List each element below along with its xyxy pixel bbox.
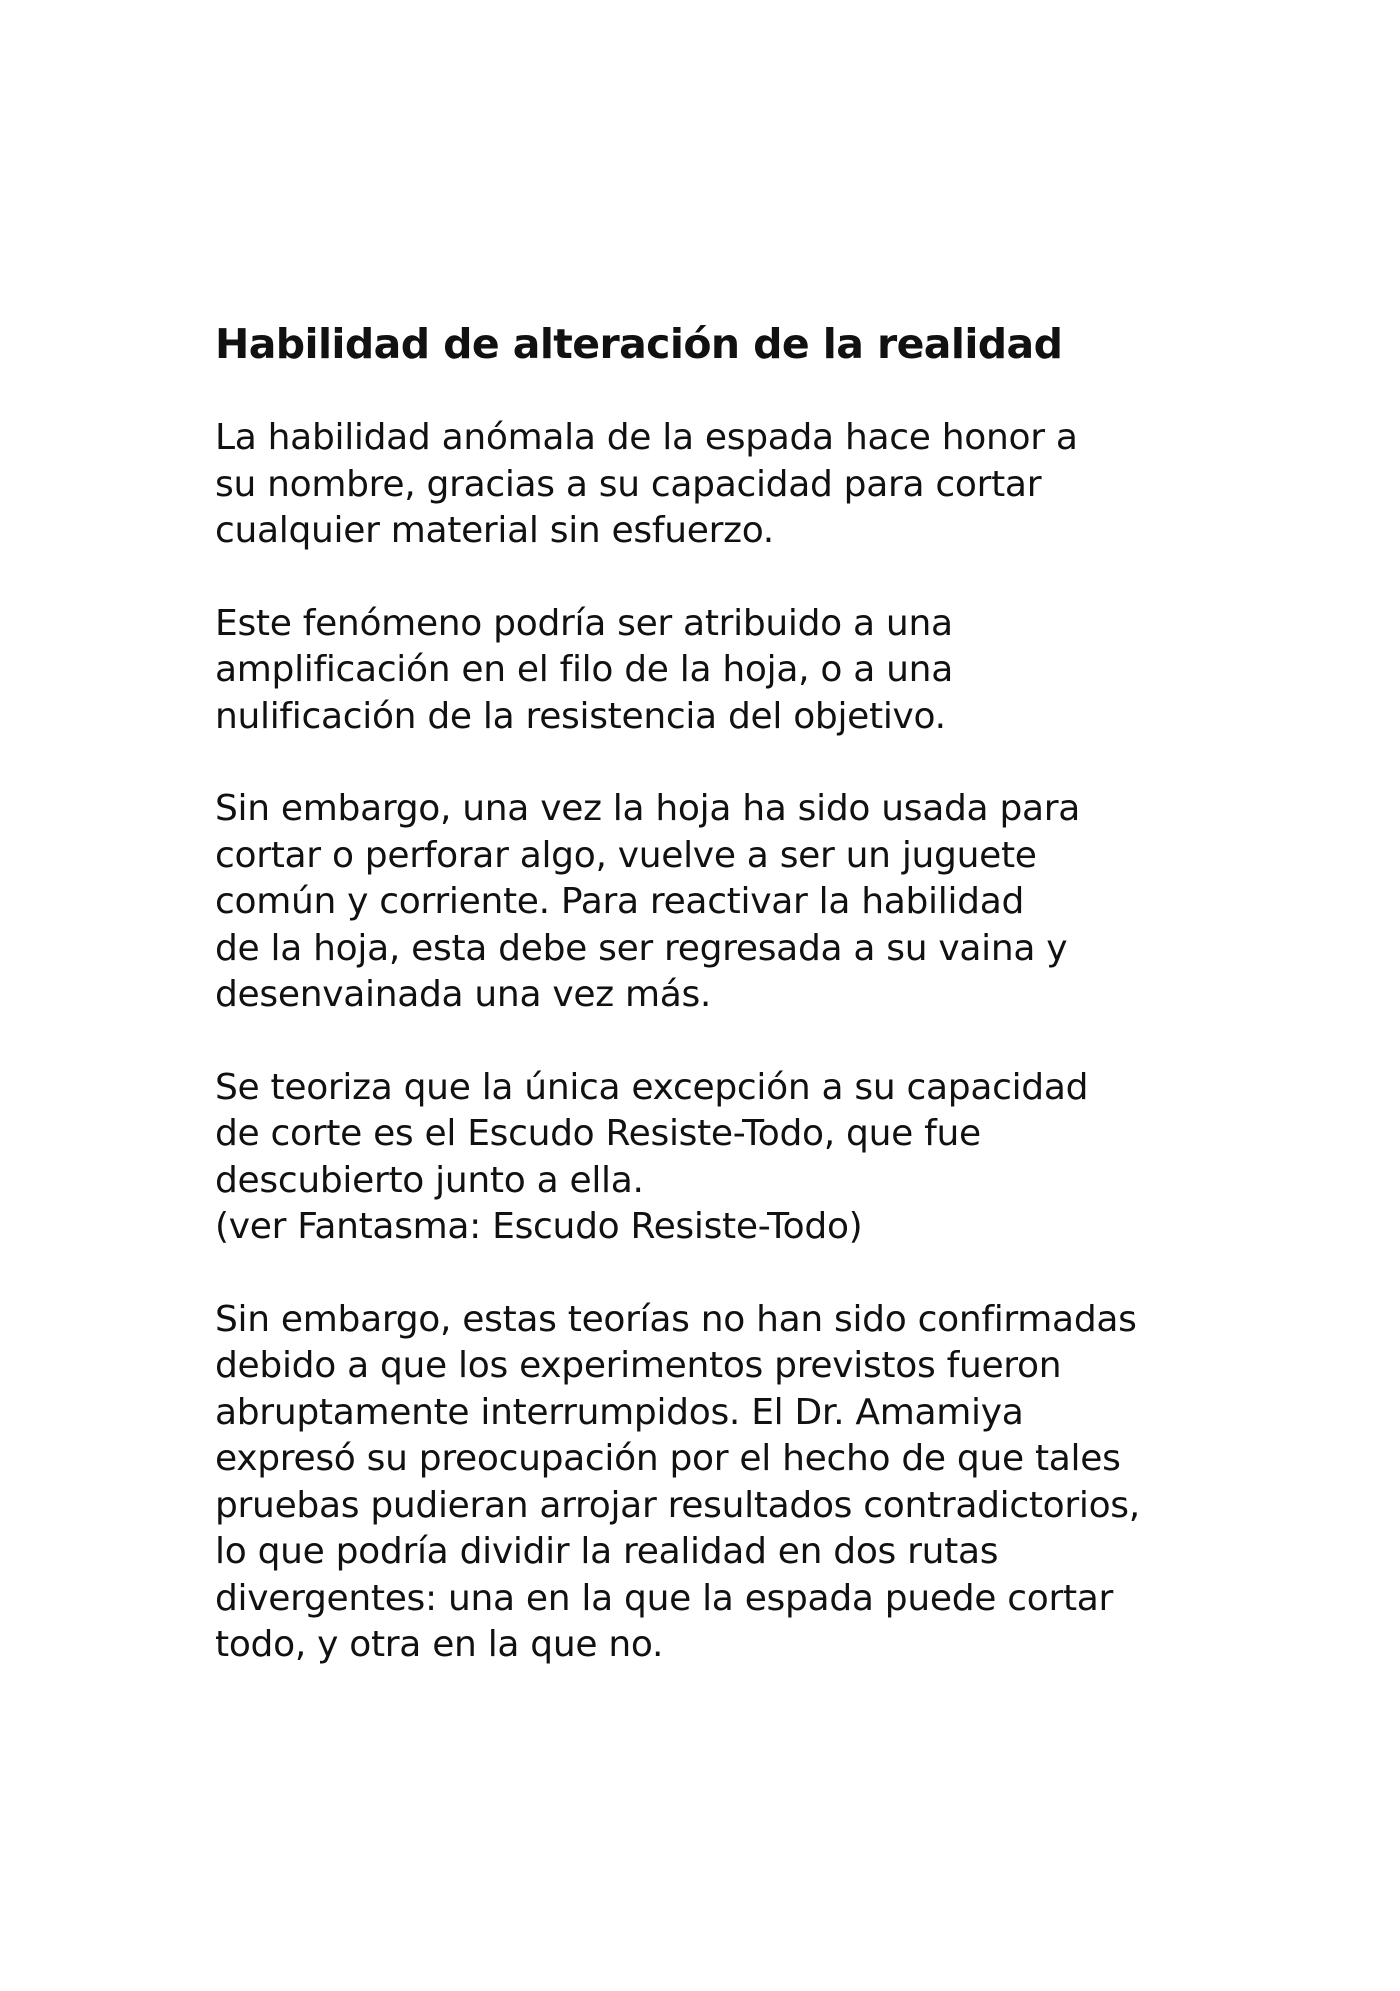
paragraph-line: amplificación en el filo de la hoja, o a una (215, 649, 953, 690)
document-body (215, 415, 1215, 1669)
cross-reference: (ver Fantasma: Escudo Resiste-Todo) (215, 1206, 863, 1247)
paragraph-line: su nombre, gracias a su capacidad para cortar (215, 463, 1042, 505)
paragraph-line: expresó su preocupación por el hecho de que tales (215, 1438, 1121, 1479)
paragraph-line: Este fenómeno podría ser atribuido a una (215, 602, 953, 644)
paragraph-line: nulificación de la resistencia del objetivo. (215, 695, 946, 737)
paragraph-5 (215, 1297, 1215, 1669)
paragraph-line: de corte es el Escudo Resiste-Todo, que fue (215, 1113, 981, 1154)
paragraph-line: pruebas pudieran arrojar resultados contradictorios, (215, 1484, 1140, 1526)
paragraph-2 (215, 601, 1215, 741)
paragraph-line: cualquier material sin esfuerzo. (215, 510, 774, 551)
paragraph-line: Sin embargo, una vez la hoja ha sido usada para (215, 788, 1081, 829)
document-page (215, 318, 1215, 1669)
paragraph-line: descubierto junto a ella. (215, 1159, 644, 1201)
paragraph-line: Sin embargo, estas teorías no han sido confirmadas (215, 1298, 1137, 1340)
paragraph-line: Se teoriza que la única excepción a su capacidad (215, 1066, 1089, 1108)
paragraph-line: de la hoja, esta debe ser regresada a su vaina y (215, 927, 1068, 969)
paragraph-1 (215, 415, 1215, 555)
paragraph-line: La habilidad anómala de la espada hace honor a (215, 417, 1078, 458)
document-title: Habilidad de alteración de la realidad (215, 320, 1063, 368)
paragraph-line: lo que podría dividir la realidad en dos rutas (215, 1531, 999, 1572)
paragraph-line: abruptamente interrumpidos. El Dr. Amamiya (215, 1391, 1024, 1433)
paragraph-line: desenvainada una vez más. (215, 974, 712, 1015)
paragraph-4 (215, 1065, 1215, 1251)
paragraph-line: divergentes: una en la que la espada puede cortar (215, 1577, 1114, 1619)
paragraph-3 (215, 786, 1215, 1019)
paragraph-line: cortar o perforar algo, vuelve a ser un juguete (215, 834, 1037, 876)
paragraph-line: común y corriente. Para reactivar la habilidad (215, 881, 1025, 922)
paragraph-line: todo, y otra en la que no. (215, 1624, 664, 1665)
paragraph-line: debido a que los experimentos previstos fueron (215, 1345, 1062, 1386)
